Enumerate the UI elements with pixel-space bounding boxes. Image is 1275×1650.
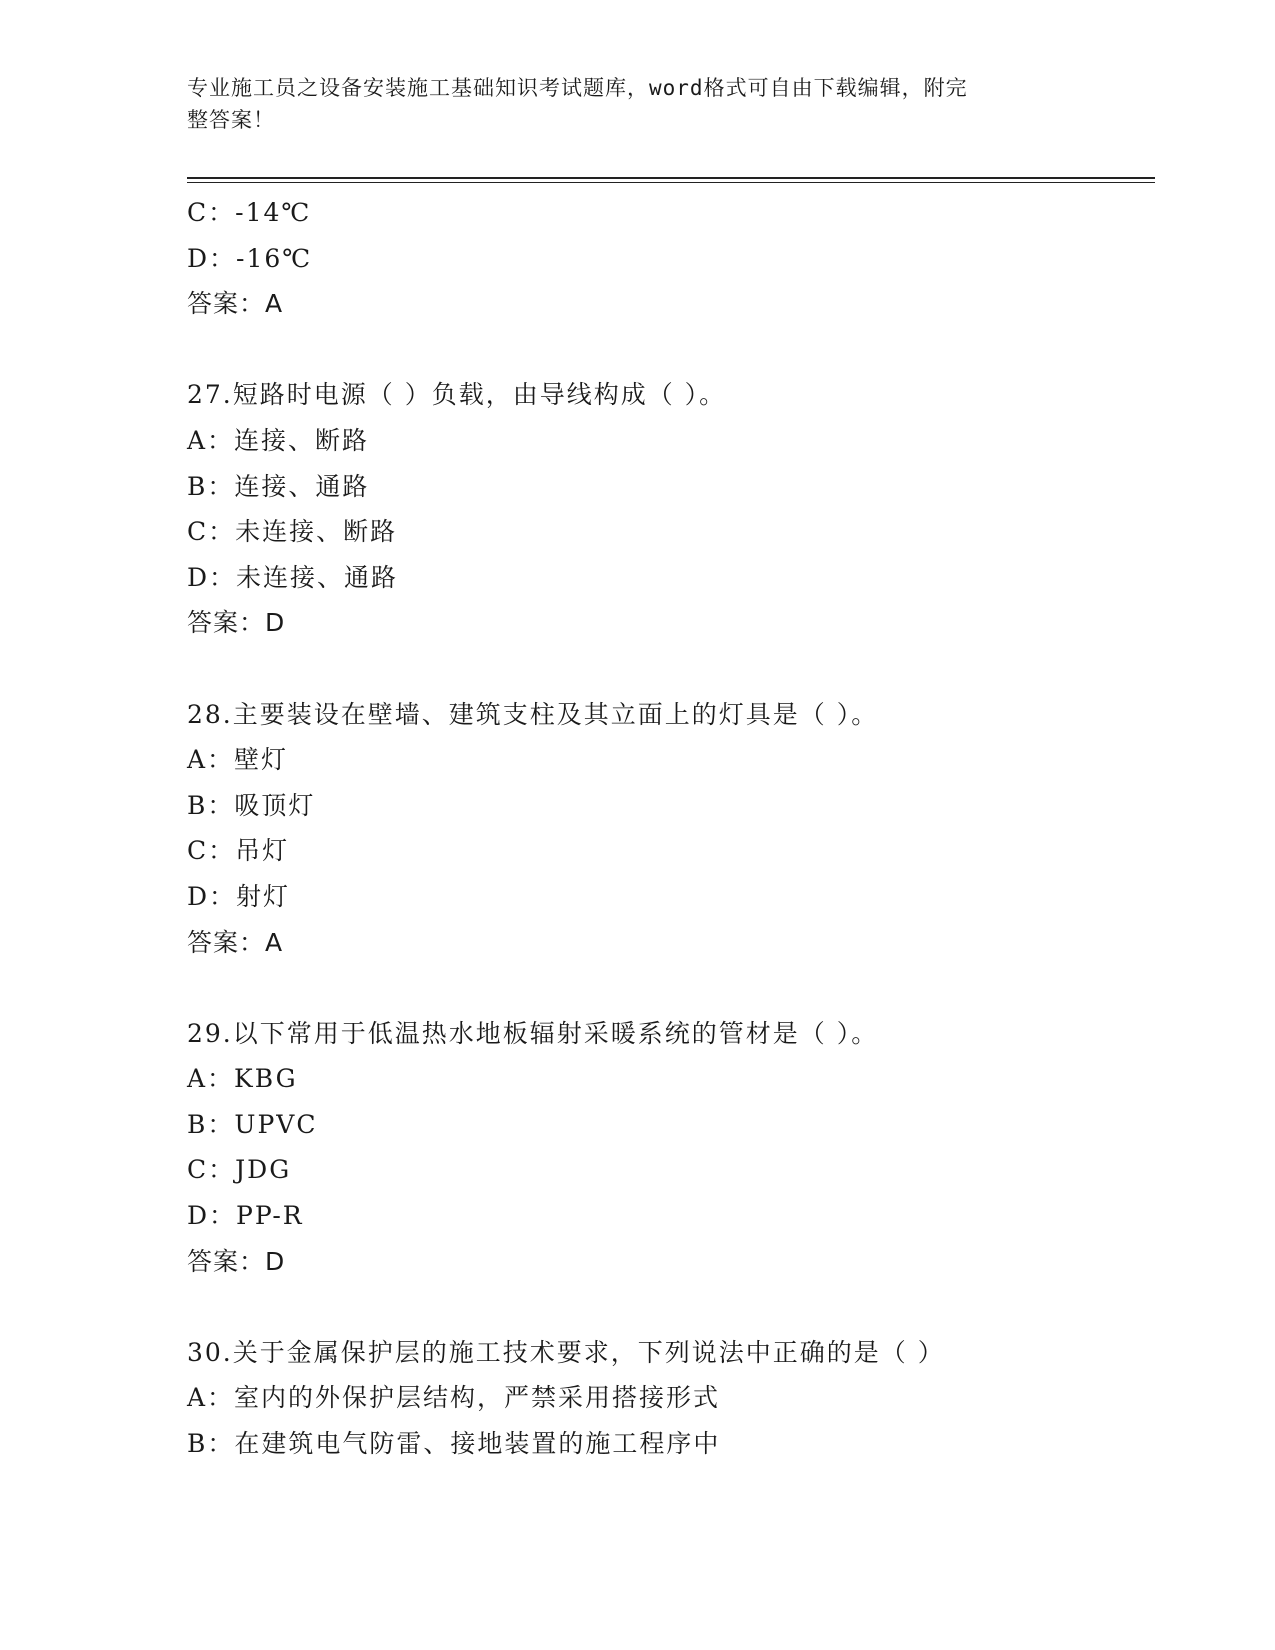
answer-line: 答案：A bbox=[187, 289, 284, 319]
header-line-2: 整答案！ bbox=[187, 108, 275, 132]
question-stem: 28.主要装设在壁墙、建筑支柱及其立面上的灯具是（ ）。 bbox=[187, 699, 879, 729]
option-a: A：连接、断路 bbox=[187, 425, 370, 455]
option-c: C：未连接、断路 bbox=[187, 517, 398, 547]
header-line-1: 专业施工员之设备安装施工基础知识考试题库，word格式可自由下载编辑，附完 bbox=[187, 76, 968, 100]
option-d: D：-16℃ bbox=[187, 243, 313, 273]
spacer bbox=[187, 646, 1147, 692]
question-26-continued bbox=[187, 190, 1147, 327]
option-c: C：吊灯 bbox=[187, 836, 290, 866]
option-d: D：未连接、通路 bbox=[187, 562, 399, 592]
document-header bbox=[187, 72, 1067, 136]
question-stem: 27.短路时电源（ ）负载，由导线构成（ ）。 bbox=[187, 380, 727, 410]
answer-line: 答案：A bbox=[187, 927, 284, 957]
option-b: B：在建筑电气防雷、接地装置的施工程序中 bbox=[187, 1429, 721, 1459]
question-27 bbox=[187, 372, 1147, 646]
question-stem: 30.关于金属保护层的施工技术要求，下列说法中正确的是（ ） bbox=[187, 1337, 945, 1367]
spacer bbox=[187, 1284, 1147, 1330]
answer-line: 答案：D bbox=[187, 1246, 286, 1276]
option-a: A：KBG bbox=[187, 1064, 298, 1094]
spacer bbox=[187, 327, 1147, 373]
question-stem: 29.以下常用于低温热水地板辐射采暖系统的管材是（ ）。 bbox=[187, 1018, 879, 1048]
header-divider-thick bbox=[187, 177, 1155, 179]
option-a: A：壁灯 bbox=[187, 745, 289, 775]
question-29 bbox=[187, 1011, 1147, 1285]
spacer bbox=[187, 965, 1147, 1011]
answer-line: 答案：D bbox=[187, 608, 286, 638]
option-c: C：JDG bbox=[187, 1155, 292, 1185]
option-b: B：UPVC bbox=[187, 1109, 318, 1139]
option-c: C：-14℃ bbox=[187, 198, 312, 227]
option-a: A：室内的外保护层结构，严禁采用搭接形式 bbox=[187, 1383, 721, 1413]
option-b: B：连接、通路 bbox=[187, 471, 370, 501]
option-d: D：PP-R bbox=[187, 1201, 304, 1231]
option-d: D：射灯 bbox=[187, 881, 291, 911]
option-b: B：吸顶灯 bbox=[187, 790, 316, 820]
question-list bbox=[187, 190, 1147, 1467]
header-divider-thin bbox=[187, 182, 1155, 183]
question-28 bbox=[187, 692, 1147, 966]
question-30 bbox=[187, 1330, 1147, 1467]
